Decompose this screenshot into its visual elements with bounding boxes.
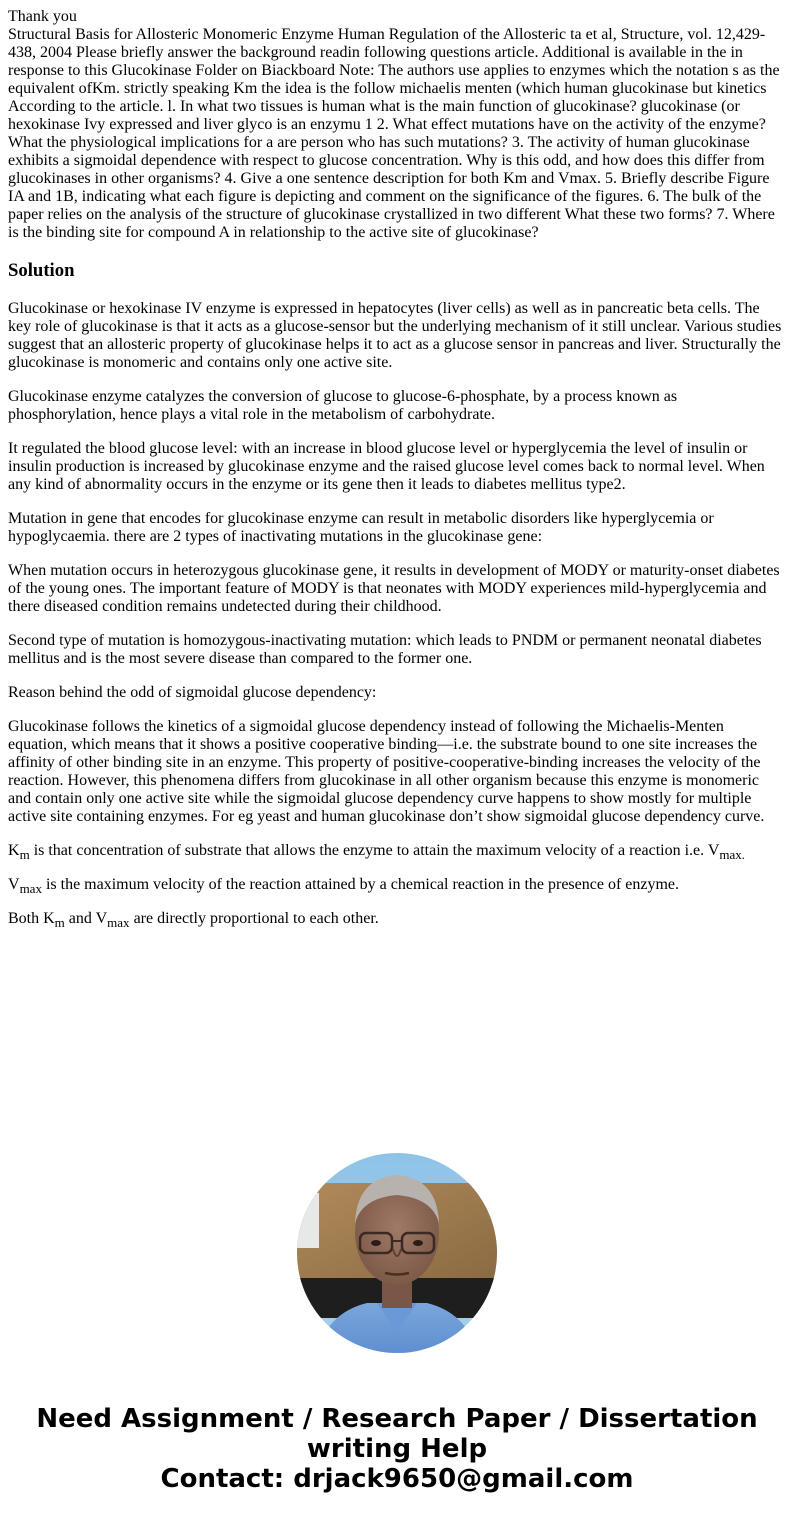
solution-paragraph: Glucokinase follows the kinetics of a sigmoidal glucose dependency instead of following the Michaelis-Menten equation, which means that it shows a positive cooperative binding—i.e. the substrate bound to one site increases the affinity of other binding site in an enzyme. This property of positive-cooperative-binding increases the velocity of the reaction. However, this phenomena differs from glucokinase in all other organism because this enzyme is monomeric and contain only one active site while the sigmoidal glucose dependency curve happens to show mostly for multiple active site containing enzymes. For eg yeast and human glucokinase don’t show sigmoidal glucose dependency curve.: [8, 718, 765, 825]
km-vmax-relation: Both $K_m$ and $V_{max}$ are directly proportional to each other.: [8, 910, 379, 930]
solution-paragraph: Mutation in gene that encodes for glucokinase enzyme can result in metabolic disorders like hyperglycemia or hypoglycaemia. there are 2 types of inactivating mutations in the glucokinase gene:: [8, 510, 714, 545]
promo-line-1: Need Assignment / Research Paper / Dissertation: [36, 1404, 758, 1434]
solution-heading: Solution: [8, 260, 75, 281]
question-section: [8, 8, 784, 242]
solution-section: [8, 300, 784, 928]
author-avatar: [297, 1153, 497, 1353]
solution-paragraph: Glucokinase enzyme catalyzes the conversion of glucose to glucose-6-phosphate, by a process known as phosphorylation, hence plays a vital role in the metabolism of carbohydrate.: [8, 388, 678, 423]
promo-banner: [0, 1404, 794, 1494]
solution-paragraph: Second type of mutation is homozygous-inactivating mutation: which leads to PNDM or permanent neonatal diabetes mellitus and is the most severe disease than compared to the former one.: [8, 632, 762, 667]
solution-paragraph: Glucokinase or hexokinase IV enzyme is expressed in hepatocytes (liver cells) as well as in pancreatic beta cells. The key role of glucokinase is that it acts as a glucose-sensor but the underlying mechanism of it still unclear. Various studies suggest that an allosteric property of glucokinase helps it to act as a glucose sensor in pancreas and liver. Structurally the glucokinase is monomeric and contains only one active site.: [8, 300, 782, 371]
promo-line-2: writing Help: [306, 1434, 488, 1464]
vmax-definition: $V_{max}$ is the maximum velocity of the reaction attained by a chemical reaction in the presence of enzyme.: [8, 876, 680, 896]
document-body: [8, 8, 784, 944]
solution-paragraph: Reason behind the odd of sigmoidal glucose dependency:: [8, 684, 377, 701]
km-definition: $K_m$ is that concentration of substrate that allows the enzyme to attain the maximum velocity of a reaction i.e. $V_{max.}$: [8, 842, 746, 862]
author-photo-icon: [297, 1153, 497, 1353]
question-text: Structural Basis for Allosteric Monomeric Enzyme Human Regulation of the Allosteric ta et al, Structure, vol. 12,429-438, 2004 Please briefly answer the background readin following questions article. Additional is available in the in response to this Glucokinase Folder on Biackboard Note: The authors use applies to enzymes which the notation s as the equivalent ofKm. strictly speaking Km the idea is the follow michaelis menten (which human glucokinase but kinetics According to the article. l. In what two tissues is human what is the main function of glucokinase? glucokinase (or hexokinase Ivy expressed and liver glyco is an enzymu 1 2. What effect mutations have on the activity of the enzyme? What the physiological implications for a are person who has such mutations? 3. The activity of human glucokinase exhibits a sigmoidal dependence with respect to glucose concentration. Why is this odd, and how does this differ from glucokinases in other organisms? 4. Give a one sentence description for both Km and Vmax. 5. Briefly describe Figure IA and 1B, indicating what each figure is depicting and comment on the significance of the figures. 6. The bulk of the paper relies on the analysis of the structure of glucokinase crystallized in two different What these two forms? 7. Where is the binding site for compound A in relationship to the active site of glucokinase?: [8, 26, 780, 241]
solution-paragraph: When mutation occurs in heterozygous glucokinase gene, it results in development of MODY or maturity-onset diabetes of the young ones. The important feature of MODY is that neonates with MODY experiences mild-hyperglycemia and there diseased condition remains undetected during their childhood.: [8, 562, 780, 615]
solution-paragraph: It regulated the blood glucose level: with an increase in blood glucose level or hyperglycemia the level of insulin or insulin production is increased by glucokinase enzyme and the raised glucose level comes back to normal level. When any kind of abnormality occurs in the enzyme or its gene then it leads to diabetes mellitus type2.: [8, 440, 765, 493]
thanks-line: Thank you: [8, 8, 77, 25]
promo-contact: Contact: drjack9650@gmail.com: [160, 1464, 634, 1494]
